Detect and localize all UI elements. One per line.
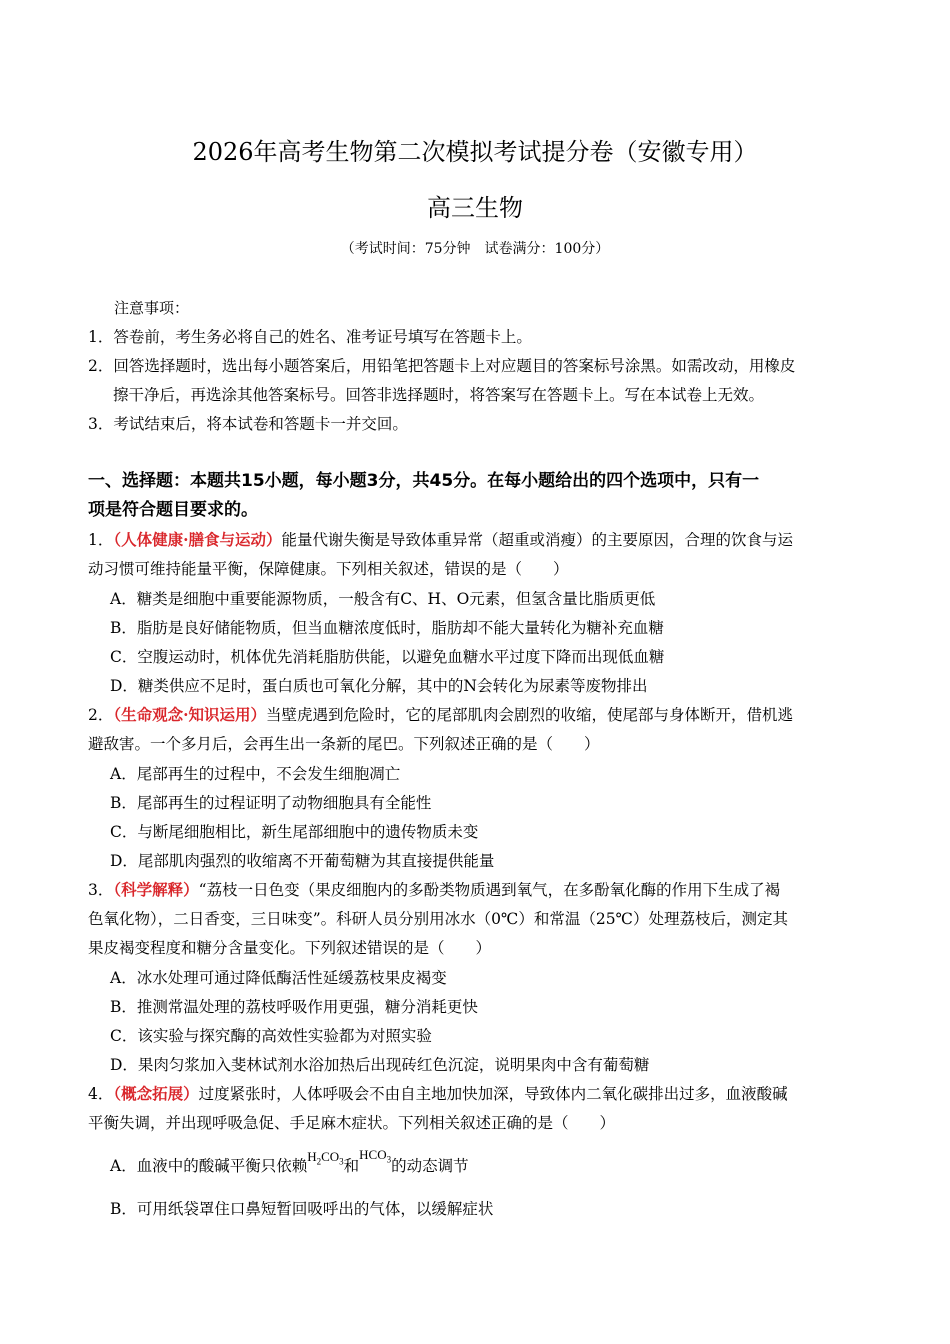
page-subtitle: 高三生物 [427,194,523,222]
section-heading-line1: 一、选择题：本题共15小题，每小题3分，共45分。在每小题给出的四个选项中，只有一 [88,471,760,491]
question-2-option-c[interactable]: C．与断尾细胞相比，新生尾部细胞中的遗传物质未变 [110,823,479,841]
question-text: 能量代谢失衡是导致体重异常（超重或消瘦）的主要原因，合理的饮食与运 [281,531,794,549]
notes-title: 注意事项： [114,299,190,317]
question-3-stem [88,879,780,901]
question-text: 过度紧张时，人体呼吸会不由自主地加快加深，导致体内二氧化碳排出过多，血液酸碱 [198,1085,788,1103]
question-3-stem-cont2: 果皮褐变程度和糖分含量变化。下列叙述错误的是（ ） [88,939,492,957]
question-2-stem [88,704,793,726]
question-4-stem-cont: 平衡失调，并出现呼吸急促、手足麻木症状。下列相关叙述正确的是（ ） [88,1114,616,1132]
option-text: 和 [343,1157,360,1175]
note-item-1 [88,326,532,348]
question-number: 3． [88,881,114,899]
note-number: 1． [88,328,114,346]
carbonic-acid-formula [307,1149,344,1167]
note-number: 3． [88,415,114,433]
section-heading-line2: 项是符合题目要求的。 [88,500,258,520]
formula-part: HCO [359,1147,387,1162]
question-3-option-c[interactable]: C．该实验与探究酶的高效性实验都为对照实验 [110,1027,432,1045]
formula-subscript: 2 [316,1156,322,1167]
question-tag: （人体健康·膳食与运动） [113,530,282,549]
question-tag: （科学解释） [113,880,199,899]
page-title: 2026年高考生物第二次模拟考试提分卷（安徽专用） [192,138,758,166]
note-text: 考试结束后，将本试卷和答题卡一并交回。 [113,415,408,433]
note-number: 2． [88,357,114,375]
question-number: 4． [88,1085,114,1103]
question-3-option-d[interactable]: D．果肉匀浆加入斐林试剂水浴加热后出现砖红色沉淀，说明果肉中含有葡萄糖 [110,1056,650,1074]
question-3-option-b[interactable]: B．推测常温处理的荔枝呼吸作用更强，糖分消耗更快 [110,998,478,1016]
note-text: 回答选择题时，选出每小题答案后，用铅笔把答题卡上对应题目的答案标号涂黑。如需改动，用橡皮 [113,357,796,375]
question-number: 2． [88,706,114,724]
question-1-option-d[interactable]: D．糖类供应不足时，蛋白质也可氧化分解，其中的N会转化为尿素等废物排出 [110,677,648,695]
option-text: A．血液中的酸碱平衡只依赖 [110,1157,308,1175]
question-1-stem [88,529,793,551]
question-1-option-b[interactable]: B．脂肪是良好储能物质，但当血糖浓度低时，脂肪却不能大量转化为糖补充血糖 [110,619,664,637]
question-2-option-a[interactable]: A．尾部再生的过程中，不会发生细胞凋亡 [110,765,401,783]
exam-info: （考试时间：75分钟 试卷满分：100分） [340,241,610,257]
question-2-stem-cont: 避敌害。一个多月后，会再生出一条新的尾巴。下列叙述正确的是（ ） [88,735,600,753]
question-1-option-a[interactable]: A．糖类是细胞中重要能源物质，一般含有C、H、O元素，但氢含量比脂质更低 [110,590,656,608]
question-tag: （生命观念·知识运用） [113,705,267,724]
question-3-option-a[interactable]: A．冰水处理可通过降低酶活性延缓荔枝果皮褐变 [110,969,447,987]
note-item-2-cont: 擦干净后，再选涂其他答案标号。回答非选择题时，将答案写在答题卡上。写在本试卷上无效。 [113,386,765,404]
option-text: 的动态调节 [391,1157,469,1175]
question-1-option-c[interactable]: C．空腹运动时，机体优先消耗脂肪供能，以避免血糖水平过度下降而出现低血糖 [110,648,665,666]
note-item-3 [88,413,408,435]
formula-subscript: 3 [339,1156,344,1167]
question-4-option-b[interactable]: B．可用纸袋罩住口鼻短暂回吸呼出的气体，以缓解症状 [110,1200,494,1218]
bicarbonate-formula [359,1147,392,1165]
note-text: 答卷前，考生务必将自己的姓名、准考证号填写在答题卡上。 [113,328,532,346]
question-4-stem [88,1083,788,1105]
question-2-option-b[interactable]: B．尾部再生的过程证明了动物细胞具有全能性 [110,794,432,812]
question-number: 1． [88,531,114,549]
question-4-option-a[interactable] [110,1147,469,1183]
formula-part: H [307,1149,317,1164]
question-text: “荔枝一日色变（果皮细胞内的多酚类物质遇到氧气，在多酚氧化酶的作用下生成了褐 [198,881,781,899]
question-3-stem-cont: 色氧化物），二日香变，三日味变”。科研人员分别用冰水（0℃）和常温（25℃）处理荔枝后，测定其 [88,910,788,928]
question-text: 当壁虎遇到危险时，它的尾部肌肉会剧烈的收缩，使尾部与身体断开，借机逃 [266,706,794,724]
question-2-option-d[interactable]: D．尾部肌肉强烈的收缩离不开葡萄糖为其直接提供能量 [110,852,495,870]
formula-subscript: 3 [386,1154,392,1165]
note-item-2 [88,355,795,377]
question-tag: （概念拓展） [113,1084,199,1103]
formula-part: CO [321,1149,340,1164]
question-1-stem-cont: 动习惯可维持能量平衡，保障健康。下列相关叙述，错误的是（ ） [88,560,569,578]
